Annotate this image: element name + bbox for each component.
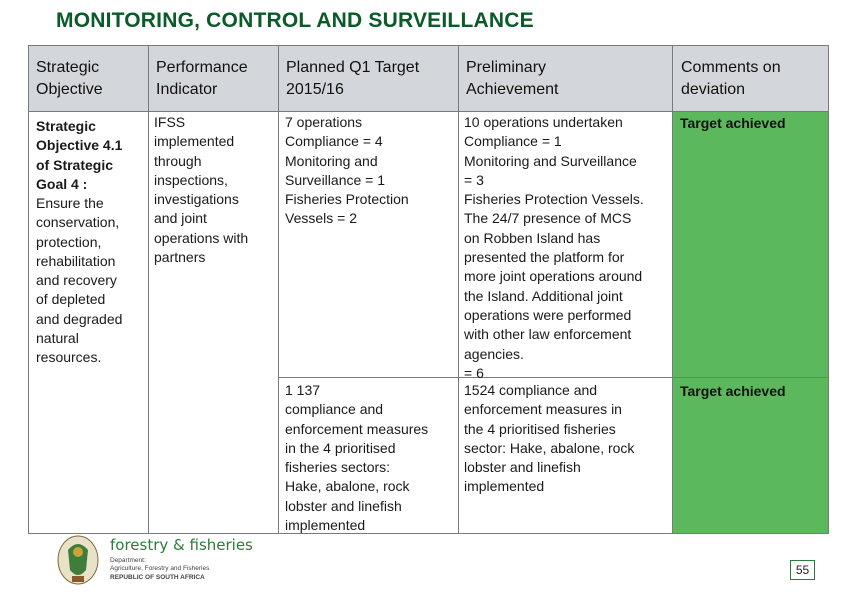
row2-target: 1 137 compliance and enforcement measures in the 4 prioritised fisheries sectors: Hake, abalone, rock lobster and linefish implemented: [285, 382, 429, 534]
comments-column-fill: [672, 112, 828, 533]
header-preliminary-achievement: Preliminary Achievement: [466, 59, 559, 98]
row1-comment: Target achieved: [680, 115, 786, 131]
coat-of-arms-icon: [52, 530, 104, 588]
header-performance-indicator: Performance Indicator: [156, 59, 248, 98]
dept-label: Department:: [110, 557, 146, 564]
row2-comment: Target achieved: [680, 383, 786, 399]
page-number: 55: [790, 560, 815, 580]
performance-indicator: IFSS implemented through inspections, investigations and joint operations with partners: [154, 114, 249, 266]
page-title: MONITORING, CONTROL AND SURVEILLANCE: [56, 9, 534, 32]
column-divider: [278, 46, 279, 533]
header-strategic-objective: Strategic Objective: [36, 59, 103, 98]
column-divider: [672, 46, 673, 533]
header-comments: Comments on deviation: [681, 59, 781, 98]
country-name: REPUBLIC OF SOUTH AFRICA: [110, 574, 205, 581]
column-divider: [148, 46, 149, 533]
mcs-table: [28, 45, 829, 534]
objective-title: Strategic Objective 4.1 of Strategic Goal 4 :: [36, 118, 123, 192]
header-planned-target: Planned Q1 Target 2015/16: [286, 59, 420, 98]
row2-achievement: 1524 compliance and enforcement measures in the 4 prioritised fisheries sector: Hake, abalone, rock lobster and linefish implemented: [464, 382, 635, 495]
dept-name: Agriculture, Forestry and Fisheries: [110, 565, 210, 572]
objective-text: Ensure the conservation, protection, rehabilitation and recovery of depleted and degraded natural resources.: [36, 195, 123, 366]
logo-wordmark: forestry & fisheries: [110, 536, 253, 554]
row1-achievement: 10 operations undertaken Compliance = 1 Monitoring and Surveillance = 3 Fisheries Protection Vessels. The 24/7 presence of MCS on Robben Island has presented the platform for more joint operations around the Island. Additional joint operations were performed with other law enforcement agencies. = 6: [464, 114, 644, 381]
column-divider: [458, 46, 459, 533]
row1-target: 7 operations Compliance = 4 Monitoring and Surveillance = 1 Fisheries Protection Vessels = 2: [285, 114, 409, 227]
